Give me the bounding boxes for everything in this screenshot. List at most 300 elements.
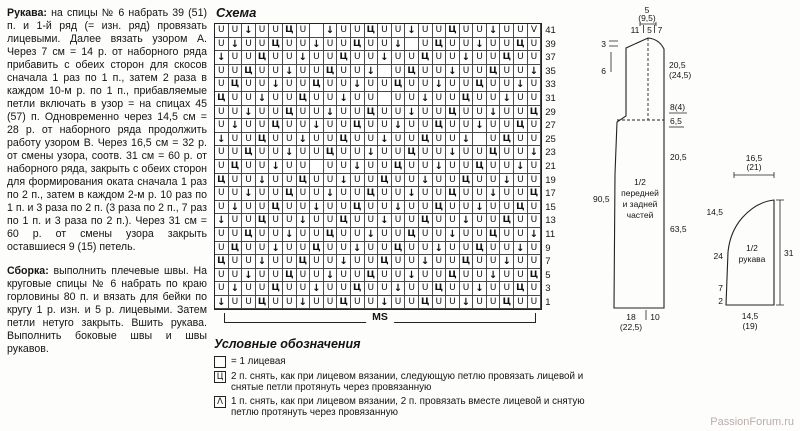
chart-cell: U — [392, 296, 406, 310]
chart-cell: U — [487, 160, 501, 174]
chart-cell: U — [283, 174, 297, 188]
chart-cell: U — [460, 24, 474, 38]
chart-cell: U — [310, 106, 324, 120]
chart-cell: Ц — [256, 214, 270, 228]
chart-cell: U — [487, 214, 501, 228]
chart-cell: U — [229, 228, 243, 242]
chart-cell: Ц — [500, 133, 514, 147]
chart-cell: U — [242, 51, 256, 65]
chart-cell: Ц — [215, 174, 229, 188]
chart-cell — [310, 160, 324, 174]
chart-cell: U — [337, 106, 351, 120]
chart-cell: U — [365, 296, 379, 310]
chart-cell: U — [392, 269, 406, 283]
chart-cell: Ц — [514, 38, 528, 52]
chart-cell: U — [310, 214, 324, 228]
body-piece-label: частей — [626, 210, 654, 220]
chart-cell: U — [215, 119, 229, 133]
chart-cell — [378, 92, 392, 106]
chart-cell: U — [405, 296, 419, 310]
chart-cell: U — [269, 296, 283, 310]
chart-cell: U — [310, 187, 324, 201]
body-piece-label: передней — [621, 188, 659, 198]
chart-cell: ↓ — [310, 282, 324, 296]
chart-cell: ↓ — [310, 201, 324, 215]
chart-cell: U — [242, 160, 256, 174]
chart-cell: ↓ — [514, 78, 528, 92]
chart-cell: U — [419, 187, 433, 201]
chart-cell: U — [365, 201, 379, 215]
chart-cell: Ц — [256, 51, 270, 65]
chart-cell: U — [324, 201, 338, 215]
chart-cell: U — [460, 119, 474, 133]
chart-cell: U — [446, 242, 460, 256]
chart-cell: ↓ — [324, 187, 338, 201]
measurement-label: (19) — [742, 321, 758, 331]
chart-cell: U — [310, 228, 324, 242]
chart-cell: U — [269, 146, 283, 160]
chart-cell: ↓ — [378, 133, 392, 147]
chart-cell: U — [242, 214, 256, 228]
chart-cell: U — [446, 255, 460, 269]
chart-cell: ↓ — [297, 51, 311, 65]
chart-cell: U — [215, 65, 229, 79]
chart-cell: Ц — [283, 269, 297, 283]
chart-row-number: 25 — [545, 133, 556, 145]
chart-cell: U — [473, 65, 487, 79]
sleeves-instructions — [7, 7, 207, 254]
chart-cell: U — [433, 269, 447, 283]
chart-cell: U — [473, 187, 487, 201]
chart-cell: U — [500, 160, 514, 174]
chart-cell: U — [419, 119, 433, 133]
measurement-label: 20,5 — [670, 152, 687, 162]
chart-cell: U — [229, 255, 243, 269]
chart-cell: U — [487, 78, 501, 92]
chart-cell: U — [365, 38, 379, 52]
chart-cell: U — [242, 38, 256, 52]
chart-cell: Ц — [242, 65, 256, 79]
chart-cell: ↓ — [269, 160, 283, 174]
chart-cell: U — [419, 146, 433, 160]
chart-cell: ↓ — [215, 296, 229, 310]
chart-cell: Ц — [283, 106, 297, 120]
chart-cell: U — [365, 92, 379, 106]
chart-cell: Ц — [528, 269, 542, 283]
chart-cell: ↓ — [514, 160, 528, 174]
chart-cell: U — [297, 146, 311, 160]
chart-cell: U — [283, 78, 297, 92]
chart-cell: U — [392, 174, 406, 188]
chart-cell: U — [500, 119, 514, 133]
chart-cell: U — [460, 242, 474, 256]
chart-cell: U — [500, 269, 514, 283]
chart-cell: Ц — [242, 228, 256, 242]
legend-item-text: = 1 лицевая — [231, 356, 286, 367]
chart-cell: Ц — [365, 269, 379, 283]
chart-cell — [378, 65, 392, 79]
chart-cell: U — [446, 201, 460, 215]
chart-cell: ↓ — [487, 187, 501, 201]
chart-cell: U — [446, 296, 460, 310]
chart-cell: ↓ — [256, 255, 270, 269]
sleeve-top-bracket — [734, 172, 774, 178]
chart-cell: U — [229, 174, 243, 188]
chart-cell: Ц — [351, 119, 365, 133]
chart-cell: U — [351, 255, 365, 269]
chart-cell: U — [215, 242, 229, 256]
chart-cell: U — [473, 106, 487, 120]
measurement-label: 90,5 — [593, 194, 610, 204]
chart-cell: U — [351, 214, 365, 228]
chart-cell: Ц — [433, 119, 447, 133]
chart-cell: Ц — [460, 255, 474, 269]
chart-cell: ↓ — [500, 174, 514, 188]
chart-cell: U — [283, 133, 297, 147]
ms-label: MS — [366, 311, 394, 323]
chart-cell: ↓ — [337, 174, 351, 188]
chart-cell: U — [405, 133, 419, 147]
chart-cell: U — [528, 242, 542, 256]
chart-cell: U — [419, 160, 433, 174]
body-piece-label: 1/2 — [634, 177, 646, 187]
chart-cell: U — [446, 51, 460, 65]
chart-cell: U — [365, 160, 379, 174]
chart-cell: U — [419, 65, 433, 79]
chart-cell: ↓ — [378, 296, 392, 310]
chart-cell: U — [500, 38, 514, 52]
chart-cell: U — [365, 78, 379, 92]
chart-grid — [214, 23, 542, 310]
chart-cell: U — [324, 214, 338, 228]
chart-cell: U — [242, 282, 256, 296]
chart-cell: ↓ — [242, 24, 256, 38]
chart-cell: U — [392, 106, 406, 120]
chart-cell: U — [378, 160, 392, 174]
chart-cell: ↓ — [324, 24, 338, 38]
chart-cell: U — [297, 242, 311, 256]
chart-cell: ↓ — [473, 119, 487, 133]
chart-cell: U — [365, 119, 379, 133]
chart-cell: U — [446, 133, 460, 147]
measurement-label: (22,5) — [619, 322, 643, 332]
chart-cell: ↓ — [283, 146, 297, 160]
chart-cell: Ц — [392, 160, 406, 174]
chart-cell: ↓ — [433, 242, 447, 256]
measurement-label: (9,5) — [638, 13, 656, 23]
chart-cell: Ц — [500, 51, 514, 65]
chart-cell: U — [487, 38, 501, 52]
chart-cell: Ц — [297, 255, 311, 269]
chart-cell: U — [365, 282, 379, 296]
measurement-label: 5 — [644, 5, 650, 15]
slip1-stitch-icon: Λ — [214, 396, 226, 408]
chart-cell: ↓ — [365, 65, 379, 79]
chart-cell: U — [378, 228, 392, 242]
chart-cell: U — [500, 242, 514, 256]
chart-cell: U — [297, 106, 311, 120]
chart-cell: U — [460, 65, 474, 79]
chart-cell: U — [378, 282, 392, 296]
chart-cell: U — [419, 269, 433, 283]
chart-cell: U — [514, 92, 528, 106]
chart-row-number: 7 — [545, 256, 551, 268]
chart-cell: U — [283, 38, 297, 52]
chart-cell: U — [419, 38, 433, 52]
chart-cell: U — [337, 269, 351, 283]
chart-cell: U — [242, 119, 256, 133]
chart-cell: U — [433, 296, 447, 310]
chart-cell: U — [514, 133, 528, 147]
chart-cell: U — [419, 106, 433, 120]
chart-cell: U — [392, 228, 406, 242]
chart-cell: U — [460, 228, 474, 242]
chart-cell: U — [528, 282, 542, 296]
chart-cell: U — [405, 92, 419, 106]
chart-cell: U — [324, 133, 338, 147]
chart-cell: U — [297, 38, 311, 52]
chart-cell: Ц — [337, 51, 351, 65]
chart-cell: U — [324, 296, 338, 310]
chart-cell: U — [500, 65, 514, 79]
chart-cell: Ц — [283, 187, 297, 201]
chart-cell: U — [405, 160, 419, 174]
chart-cell: Ц — [392, 242, 406, 256]
measurement-label: 24 — [713, 251, 723, 261]
chart-cell: U — [446, 119, 460, 133]
chart-cell: U — [269, 92, 283, 106]
chart-cell: U — [256, 269, 270, 283]
chart-cell: U — [392, 51, 406, 65]
schematics-svg — [584, 4, 798, 406]
chart-cell: U — [215, 160, 229, 174]
chart-cell: U — [473, 92, 487, 106]
chart-cell: U — [256, 282, 270, 296]
measurement-label: 6,5 — [670, 116, 682, 126]
chart-cell: U — [378, 106, 392, 120]
chart-cell: U — [297, 119, 311, 133]
chart-cell: Ц — [446, 24, 460, 38]
chart-cell: U — [269, 106, 283, 120]
chart-cell: U — [269, 133, 283, 147]
chart-cell: U — [500, 24, 514, 38]
chart-cell: U — [269, 51, 283, 65]
chart-cell: U — [473, 269, 487, 283]
chart-cell: U — [378, 242, 392, 256]
chart-row-number: 35 — [545, 65, 556, 77]
measurement-label: 6 — [601, 66, 606, 76]
chart-cell: U — [405, 174, 419, 188]
chart-cell: U — [487, 133, 501, 147]
chart-cell: ↓ — [473, 282, 487, 296]
chart-row-number: 3 — [545, 283, 551, 295]
slip2-stitch-icon: Ц — [214, 371, 226, 383]
chart-cell: Ц — [269, 282, 283, 296]
chart-cell: U — [324, 242, 338, 256]
chart-cell: U — [378, 24, 392, 38]
chart-cell: U — [405, 282, 419, 296]
chart-cell: U — [351, 296, 365, 310]
measurement-label: 18 — [626, 312, 636, 322]
garment-schematics — [584, 4, 798, 411]
chart-cell: U — [297, 24, 311, 38]
chart-cell: Ц — [365, 24, 379, 38]
chart-cell: U — [229, 106, 243, 120]
chart-cell: U — [256, 78, 270, 92]
chart-cell: ↓ — [229, 282, 243, 296]
assembly-text: выполнить плечевые швы. На круговые спицы № 6 набрать по краю горловины 80 п. и вязать для бейки по кругу 1 р. изн. и 5 р. лицевыми. Затем петли нетуго закрыть. Вшить рукава. Выполнить боковые швы и швы рукавов. — [7, 265, 207, 355]
chart-cell: U — [297, 228, 311, 242]
chart-cell: U — [269, 24, 283, 38]
chart-cell: U — [378, 119, 392, 133]
chart-cell: Ц — [256, 296, 270, 310]
chart-cell: Ц — [460, 92, 474, 106]
chart-cell: U — [351, 24, 365, 38]
chart-cell: U — [487, 174, 501, 188]
chart-cell: Ц — [500, 214, 514, 228]
chart-cell — [473, 133, 487, 147]
chart-cell: Ц — [269, 119, 283, 133]
chart-cell: Ц — [446, 187, 460, 201]
chart-cell: U — [433, 92, 447, 106]
chart-cell: U — [528, 296, 542, 310]
chart-cell: U — [500, 146, 514, 160]
chart-row-number: 15 — [545, 201, 556, 213]
chart-cell: U — [446, 92, 460, 106]
chart-cell: ↓ — [500, 255, 514, 269]
chart-cell: U — [297, 201, 311, 215]
chart-cell: U — [500, 78, 514, 92]
chart-cell: U — [283, 201, 297, 215]
legend-item-text: 1 п. снять, как при лицевом вязании, 2 п. провязать вместе лицевой и снятую петлю протянуть через провязанную — [231, 396, 585, 418]
chart-cell: Ц — [242, 146, 256, 160]
chart-cell: U — [392, 65, 406, 79]
chart-cell: U — [433, 65, 447, 79]
chart-cell: Ц — [487, 228, 501, 242]
chart-cell: ↓ — [460, 51, 474, 65]
chart-cell: U — [378, 146, 392, 160]
chart-cell: Ц — [473, 78, 487, 92]
chart-cell: U — [433, 51, 447, 65]
chart-cell: U — [337, 242, 351, 256]
ms-repeat-bracket — [224, 313, 536, 323]
chart-row-number: 21 — [545, 160, 556, 172]
chart-cell: U — [473, 255, 487, 269]
measurement-label: 11 — [630, 25, 640, 35]
instructions-column — [7, 7, 207, 367]
chart-cell: U — [351, 228, 365, 242]
chart-cell: Ц — [365, 106, 379, 120]
chart-cell: ↓ — [446, 146, 460, 160]
chart-cell: Ц — [351, 201, 365, 215]
chart-cell: Ц — [405, 228, 419, 242]
chart-cell: U — [460, 78, 474, 92]
chart-cell: U — [405, 119, 419, 133]
chart-cell: U — [283, 92, 297, 106]
chart-cell: ↓ — [405, 106, 419, 120]
chart-cell: U — [229, 146, 243, 160]
chart-cell: U — [310, 296, 324, 310]
chart-cell: U — [392, 187, 406, 201]
chart-cell: Ц — [297, 92, 311, 106]
chart-cell: Ц — [337, 296, 351, 310]
chart-cell: U — [229, 187, 243, 201]
chart-cell: ↓ — [351, 242, 365, 256]
chart-cell: U — [528, 92, 542, 106]
chart-cell: U — [528, 214, 542, 228]
legend-item-slip2 — [214, 371, 588, 393]
chart-cell: ↓ — [446, 65, 460, 79]
chart-cell: U — [215, 201, 229, 215]
chart-cell: ↓ — [433, 160, 447, 174]
chart-cell: Ц — [324, 65, 338, 79]
chart-cell: ↓ — [392, 119, 406, 133]
chart-cell: U — [324, 160, 338, 174]
chart-cell: U — [256, 24, 270, 38]
chart-row-number: 11 — [545, 228, 556, 240]
chart-cell: U — [324, 92, 338, 106]
chart-cell: ↓ — [514, 242, 528, 256]
chart-cell: Ц — [378, 255, 392, 269]
chart-cell: U — [283, 296, 297, 310]
chart-cell: Ц — [405, 146, 419, 160]
chart-cell: U — [269, 255, 283, 269]
chart-cell: Ц — [310, 242, 324, 256]
chart-cell: Ц — [433, 201, 447, 215]
chart-cell: U — [392, 146, 406, 160]
chart-cell: ↓ — [297, 296, 311, 310]
chart-cell: Ц — [297, 174, 311, 188]
chart-cell: U — [365, 51, 379, 65]
chart-cell: ↓ — [365, 146, 379, 160]
chart-cell: Ц — [419, 51, 433, 65]
chart-cell: U — [242, 133, 256, 147]
chart-cell: ↓ — [242, 269, 256, 283]
chart-cell: U — [460, 38, 474, 52]
chart-cell: U — [473, 296, 487, 310]
chart-row-number: 1 — [545, 296, 551, 308]
chart-cell: U — [229, 51, 243, 65]
chart-cell: U — [365, 242, 379, 256]
chart-cell: U — [324, 282, 338, 296]
chart-cell: U — [215, 228, 229, 242]
chart-cell: U — [405, 78, 419, 92]
chart-cell: Ц — [378, 174, 392, 188]
chart-row-number: 19 — [545, 174, 556, 186]
chart-cell: U — [487, 119, 501, 133]
chart-cell: Ц — [405, 65, 419, 79]
chart-cell: Ц — [256, 133, 270, 147]
chart-cell: U — [256, 160, 270, 174]
chart-row-numbers — [545, 23, 556, 309]
chart-cell: ↓ — [283, 228, 297, 242]
chart-cell: Ц — [269, 201, 283, 215]
chart-cell: ↓ — [392, 38, 406, 52]
chart-cell: ↓ — [324, 106, 338, 120]
chart-cell: V — [528, 24, 542, 38]
chart-title: Схема — [216, 5, 257, 20]
chart-cell: U — [256, 201, 270, 215]
chart-cell: Ц — [433, 282, 447, 296]
legend-item-knit — [214, 356, 588, 368]
chart-cell: U — [528, 38, 542, 52]
chart-cell: U — [365, 255, 379, 269]
chart-row-number: 17 — [545, 188, 556, 200]
chart-cell: ↓ — [405, 24, 419, 38]
chart-cell: ↓ — [446, 228, 460, 242]
chart-cell: ↓ — [392, 201, 406, 215]
chart-cell: U — [365, 214, 379, 228]
